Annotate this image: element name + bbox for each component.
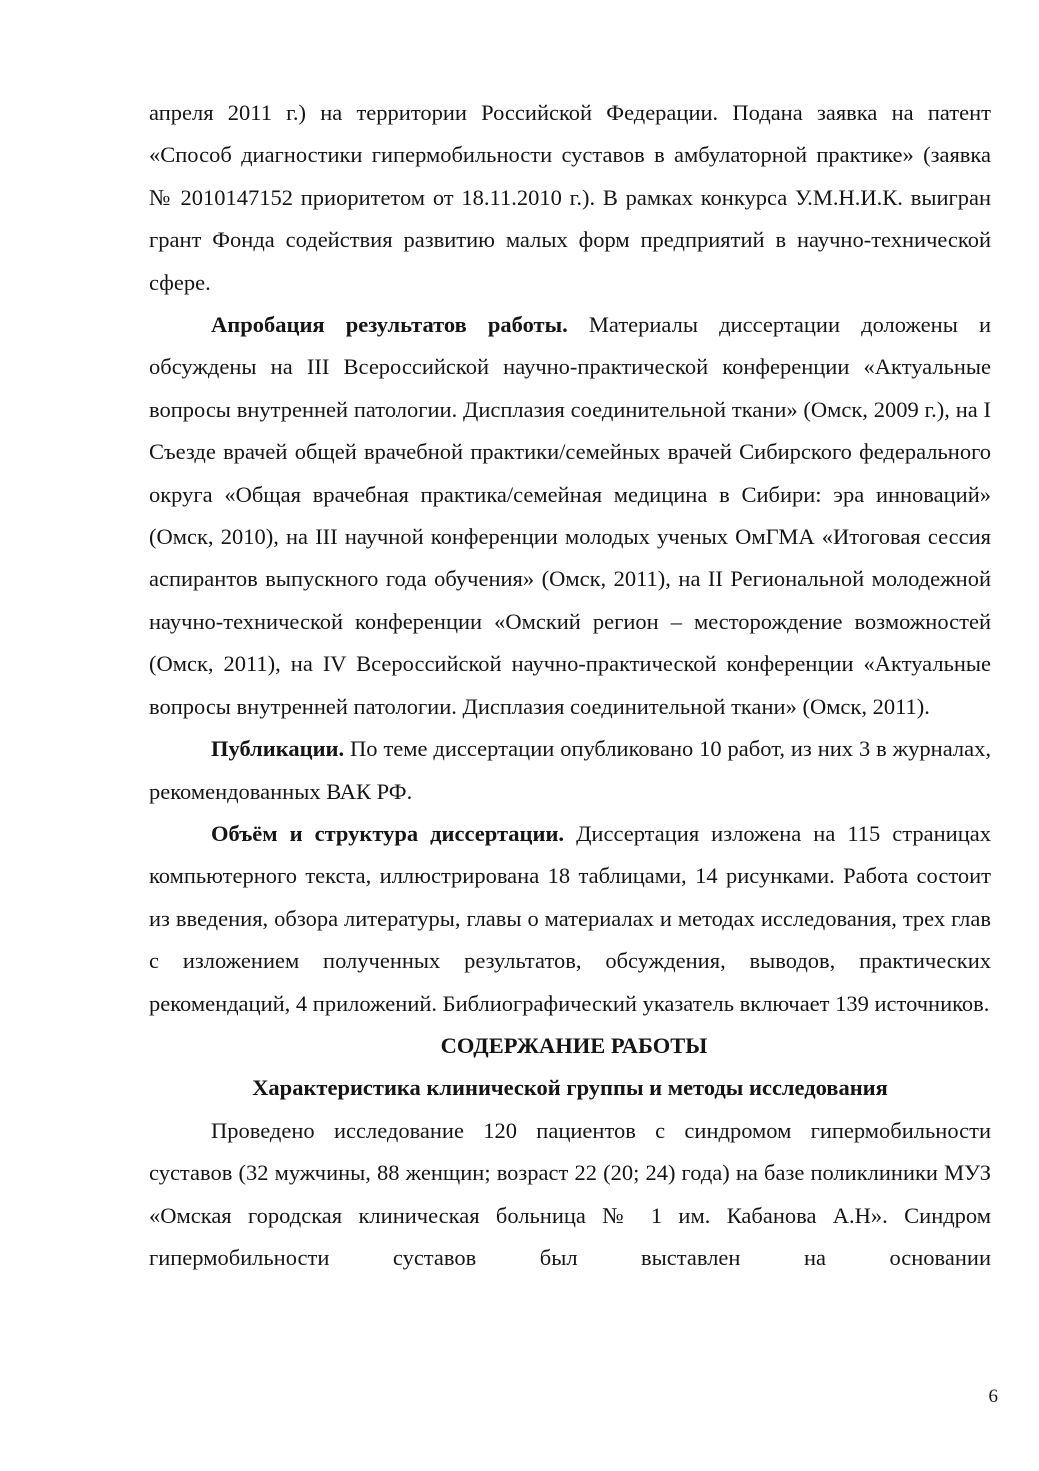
structure-heading: Объём и структура диссертации.: [211, 820, 565, 846]
section-title: СОДЕРЖАНИЕ РАБОТЫ: [440, 1032, 708, 1058]
subsection-title: Характеристика клинической группы и методы исследования: [252, 1075, 888, 1101]
paragraph-patent: апреля 2011 г.) на территории Российской Федерации. Подана заявка на патент «Способ диагностики гипермобильности суставов в амбулаторной практике» (заявка № 2010147152 приоритетом от 18.11.2010 г.). В рамках конкурса У.М.Н.И.К. выигран грант Фонда содействия развитию малых форм предприятий в научно-технической сфере.: [149, 100, 991, 295]
page-number: 6: [988, 1386, 998, 1407]
paragraph-approbation: [149, 304, 991, 728]
publications-heading: Публикации.: [211, 736, 345, 762]
paragraph-structure: [149, 813, 991, 1025]
body-text: [149, 92, 991, 1279]
publications-body: По теме диссертации опубликовано 10 работ, из них 3 в журналах, рекомендованных ВАК РФ.: [149, 736, 991, 804]
structure-body: Диссертация изложена на 115 страницах компьютерного текста, иллюстрирована 18 таблицами, 14 рисунками. Работа состоит из введения, обзора литературы, главы о материалах и методах исследования, трех глав с изложением полученных результатов, обсуждения, выводов, практических рекомендаций, 4 приложений. Библиографический указатель включает 139 источников.: [149, 820, 991, 1016]
paragraph-study: Проведено исследование 120 пациентов с синдромом гипермобильности суставов (32 мужчины, 88 женщин; возраст 22 (20; 24) года) на базе поликлиники МУЗ «Омская городская клиническая больница № 1 им. Кабанова А.Н». Синдром гипермобильности суставов был выставлен на основании: [149, 1117, 991, 1270]
approbation-heading: Апробация результатов работы.: [211, 312, 568, 338]
paragraph-publications: [149, 728, 991, 813]
approbation-body: Материалы диссертации доложены и обсуждены на III Всероссийской научно-практической конференции «Актуальные вопросы внутренней патологии. Дисплазия соединительной ткани» (Омск, 2009 г.), на I Съезде врачей общей врачебной практики/семейных врачей Сибирского федерального округа «Общая врачебная практика/семейная медицина в Сибири: эра инноваций» (Омск, 2010), на III научной конференции молодых ученых ОмГМА «Итоговая сессия аспирантов выпускного года обучения» (Омск, 2011), на II Региональной молодежной научно-технической конференции «Омский регион – месторождение возможностей (Омск, 2011), на IV Всероссийской научно-практической конференции «Актуальные вопросы внутренней патологии. Дисплазия соединительной ткани» (Омск, 2011).: [149, 312, 991, 719]
